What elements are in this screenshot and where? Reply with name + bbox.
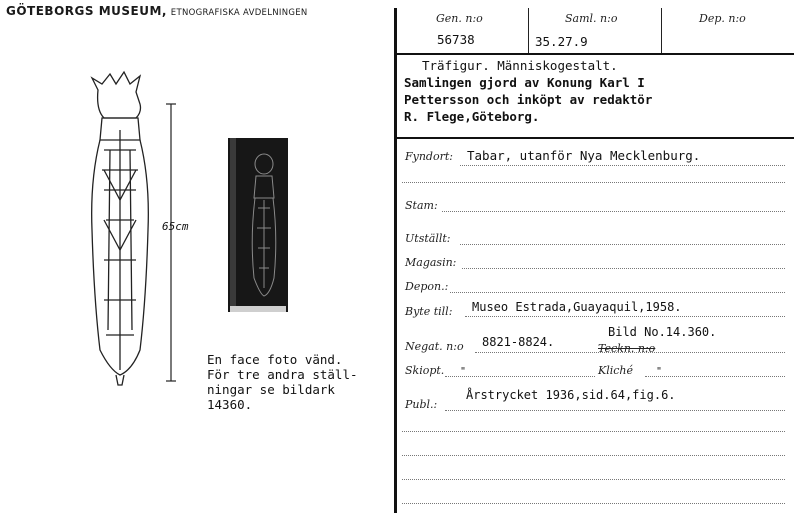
saml-value: 35.27.9	[535, 34, 588, 49]
museum-header	[6, 4, 308, 18]
number-row-border	[396, 53, 794, 55]
publ-value: Årstrycket 1936,sid.64,fig.6.	[466, 388, 676, 402]
scale-label: 65cm	[162, 220, 189, 233]
dotted-line	[402, 182, 785, 183]
kliche-mark: "	[656, 366, 663, 377]
kliche-label: Kliché	[598, 364, 634, 377]
number-divider-2	[661, 8, 662, 53]
note-line: 14360.	[207, 397, 253, 412]
dotted-line	[460, 244, 785, 245]
dotted-line	[442, 211, 785, 212]
dotted-line	[402, 479, 785, 480]
dotted-line	[402, 431, 785, 432]
dotted-line	[402, 455, 785, 456]
dotted-line	[445, 410, 785, 411]
description-line: Samlingen gjord av Konung Karl I	[404, 75, 645, 90]
description-line: Pettersson och inköpt av redaktör	[404, 92, 653, 107]
figure-photo-image	[228, 138, 288, 312]
magasin-label: Magasin:	[405, 256, 457, 269]
fyndort-value: Tabar, utanför Nya Mecklenburg.	[467, 148, 701, 163]
note-line: För tre andra ställ-	[207, 367, 358, 382]
dotted-line	[465, 316, 785, 317]
negat-value: 8821-8824.	[482, 335, 555, 349]
skiopt-mark: "	[460, 366, 467, 377]
figure-drawing	[80, 70, 160, 390]
scale-bar	[165, 100, 177, 385]
number-divider-1	[528, 8, 529, 53]
dotted-line	[645, 376, 785, 377]
fyndort-label: Fyndort:	[405, 150, 453, 163]
dotted-line	[450, 292, 785, 293]
dotted-line	[445, 376, 595, 377]
teckn-label: Teckn. n:o	[598, 342, 656, 355]
figure-photo	[228, 138, 288, 312]
department-name: ETNOGRAFISKA AVDELNINGEN	[170, 8, 308, 18]
gen-label: Gen. n:o	[436, 12, 483, 25]
saml-label: Saml. n:o	[565, 12, 618, 25]
utstallt-label: Utställt:	[405, 232, 451, 245]
stam-label: Stam:	[405, 199, 438, 212]
note-line: ningar se bildark	[207, 382, 335, 397]
description-line: R. Flege,Göteborg.	[404, 109, 540, 124]
byte-label: Byte till:	[405, 305, 453, 318]
description-line: Träfigur. Människogestalt.	[422, 58, 618, 73]
card-left-border	[394, 8, 397, 513]
skiopt-label: Skiopt.	[405, 364, 445, 377]
dotted-line	[402, 503, 785, 504]
dotted-line	[475, 352, 785, 353]
bild-value: Bild No.14.360.	[608, 325, 717, 339]
gen-value: 56738	[437, 32, 475, 47]
depon-label: Depon.:	[405, 280, 449, 293]
description-block	[404, 57, 652, 125]
byte-value: Museo Estrada,Guayaquil,1958.	[472, 300, 682, 314]
dotted-line	[462, 268, 785, 269]
dotted-line	[460, 165, 785, 166]
photo-note	[207, 352, 358, 412]
note-line: En face foto vänd.	[207, 352, 343, 367]
dep-label: Dep. n:o	[699, 12, 746, 25]
museum-name: GÖTEBORGS MUSEUM,	[6, 4, 167, 18]
publ-label: Publ.:	[405, 398, 438, 411]
description-border	[396, 137, 794, 139]
negat-label: Negat. n:o	[405, 340, 464, 353]
